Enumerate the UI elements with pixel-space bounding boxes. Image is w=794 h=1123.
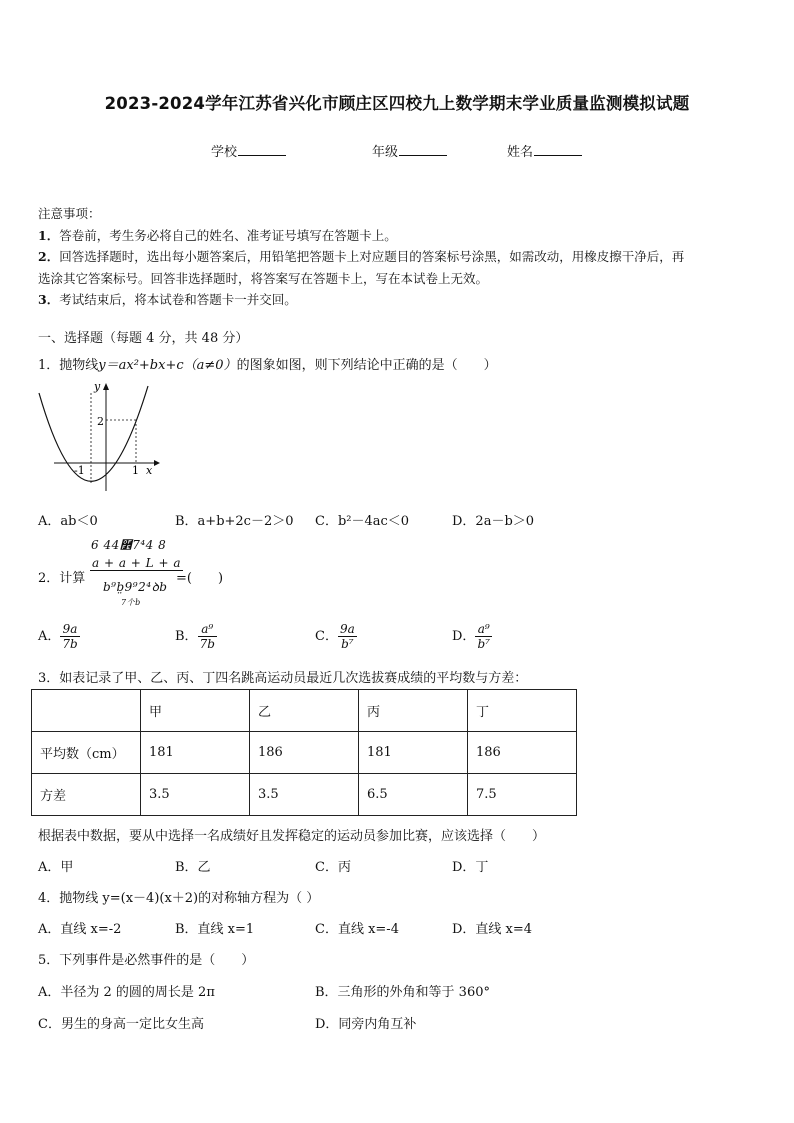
question-3-stem: 3．如表记录了甲、乙、丙、丁四名跳高运动员最近几次选拔赛成绩的平均数与方差：: [38, 671, 528, 686]
name-field[interactable]: 姓名: [507, 141, 582, 160]
q1-option-a[interactable]: A．ab＜0: [38, 514, 98, 529]
q4-option-d[interactable]: D．直线 x=4: [452, 922, 533, 937]
q5-option-b[interactable]: B．三角形的外角和等于 360°: [315, 985, 490, 1000]
table-cell: 186: [250, 732, 359, 774]
table-cell: 方差: [32, 774, 141, 816]
q5-option-d[interactable]: D．同旁内角互补: [315, 1017, 417, 1032]
q3-option-c[interactable]: C．丙: [315, 860, 351, 875]
table-cell: 186: [468, 732, 577, 774]
table-cell: 甲: [141, 690, 250, 732]
q2-numerator: a + a + L + a: [92, 556, 181, 570]
q3-option-b[interactable]: B．乙: [175, 860, 211, 875]
svg-text:-1: -1: [74, 464, 85, 477]
table-cell: 3.5: [250, 774, 359, 816]
question-4-stem: 4．抛物线 y=(x－4)(x＋2)的对称轴方程为（ ）: [38, 891, 320, 906]
note-item-3: 3．考试结束后，将本试卷和答题卡一并交回。: [38, 292, 297, 307]
q3-option-a[interactable]: A．甲: [38, 860, 74, 875]
svg-text:2: 2: [97, 415, 104, 428]
section-heading: 一、选择题（每题 4 分，共 48 分）: [38, 331, 249, 346]
table-cell: [32, 690, 141, 732]
table-cell: 丙: [359, 690, 468, 732]
note-item-2-cont: 选涂其它答案标号。回答非选择题时，将答案写在答题卡上，写在本试卷上无效。: [38, 270, 489, 286]
q2-garbled-bottom: b⁹b̤9⁹2⁴ꝺb: [103, 580, 168, 594]
question-2-prefix: 2．计算: [38, 571, 86, 586]
note-item-2: 2．回答选择题时，选出每小题答案后，用铅笔把答题卡上对应题目的答案标号涂黑，如需改动，用橡皮擦干净后，再: [38, 249, 685, 264]
q4-option-c[interactable]: C．直线 x=-4: [315, 922, 399, 937]
notes-heading: 注意事项：: [38, 206, 101, 221]
table-cell: 平均数（cm）: [32, 732, 141, 774]
parabola-graph: [36, 378, 161, 496]
athlete-stats-table: [31, 689, 577, 816]
school-field[interactable]: 学校: [211, 141, 286, 160]
svg-text:x: x: [146, 464, 153, 477]
svg-text:y: y: [94, 380, 101, 393]
q2-garbled-top: 6 44࿾7⁴4 8: [91, 538, 167, 552]
q2-under-label: 7个b: [121, 598, 141, 607]
table-header-row: [32, 690, 577, 732]
question-3-question: 根据表中数据，要从中选择一名成绩好且发挥稳定的运动员参加比赛，应该选择（ ）: [38, 829, 546, 844]
q1-option-d[interactable]: D．2a－b＞0: [452, 514, 535, 529]
q2-option-b[interactable]: B． $\frac{\text{a⁹}}{7b}$: [175, 622, 215, 651]
q2-option-a[interactable]: A． $\frac{9a}{7b}$: [38, 622, 78, 651]
table-row: [32, 774, 577, 816]
page-title: 2023-2024学年江苏省兴化市顾庄区四校九上数学期末学业质量监测模拟试题: [104, 94, 690, 113]
q1-option-c[interactable]: C．b²－4ac＜0: [315, 514, 410, 529]
q2-option-c[interactable]: C． $\frac{9a}{\text{b⁷}}$: [315, 622, 355, 651]
table-cell: 181: [141, 732, 250, 774]
grade-field[interactable]: 年级: [372, 141, 447, 160]
table-cell: 6.5: [359, 774, 468, 816]
q3-option-d[interactable]: D．丁: [452, 860, 489, 875]
note-item-1: 1．答卷前，考生务必将自己的姓名、准考证号填写在答题卡上。: [38, 227, 397, 243]
table-cell: 7.5: [468, 774, 577, 816]
exam-notes: [38, 203, 760, 311]
table-cell: 乙: [250, 690, 359, 732]
q2-option-d[interactable]: D． $\frac{\text{a⁹}}{\text{b⁷}}$: [452, 622, 490, 651]
q1-option-b[interactable]: B．a+b+2c－2＞0: [175, 514, 294, 529]
question-2-suffix: =( ): [176, 571, 224, 586]
table-cell: 3.5: [141, 774, 250, 816]
q4-option-a[interactable]: A．直线 x=-2: [38, 922, 122, 937]
question-5-stem: 5．下列事件是必然事件的是（ ）: [38, 953, 255, 968]
question-1-stem: 1．抛物线y＝ax²+bx+c（a≠0）的图象如图，则下列结论中正确的是（ ）: [38, 358, 497, 373]
q5-option-c[interactable]: C．男生的身高一定比女生高: [38, 1017, 204, 1032]
table-cell: 181: [359, 732, 468, 774]
table-cell: 丁: [468, 690, 577, 732]
q5-option-a[interactable]: A．半径为 2 的圆的周长是 2π: [38, 985, 215, 1000]
svg-text:1: 1: [132, 464, 139, 477]
q4-option-b[interactable]: B．直线 x=1: [175, 922, 255, 937]
table-row: [32, 732, 577, 774]
